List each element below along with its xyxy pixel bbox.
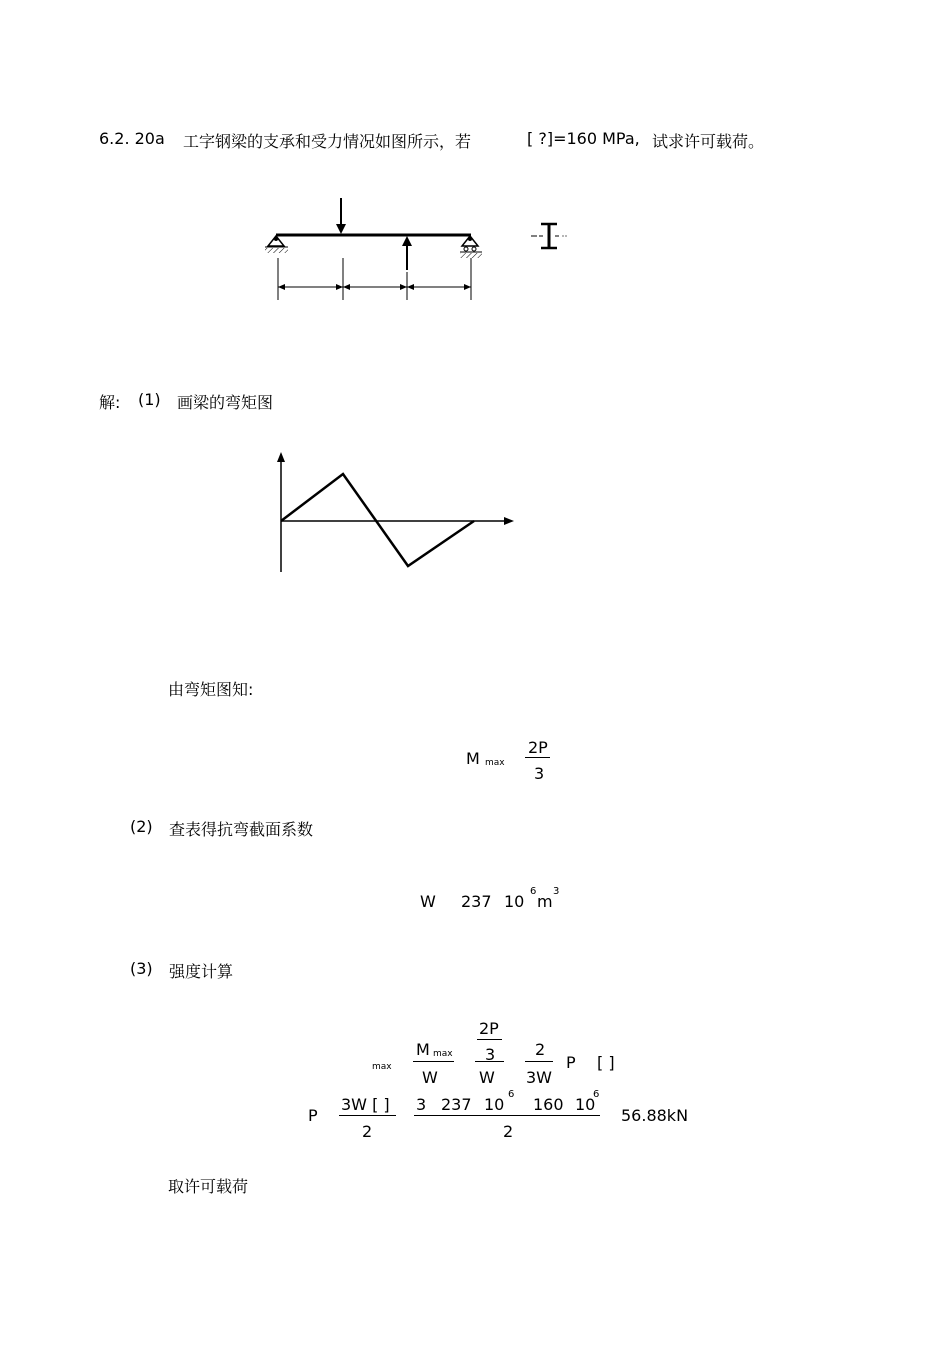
step3-title: 强度计算 [169, 962, 234, 981]
i-beam-section-icon [531, 224, 567, 248]
step1-title: 画梁的弯矩图 [177, 393, 274, 412]
left-pin-support [265, 236, 288, 253]
right-roller-support [460, 236, 482, 258]
from-diagram-text: 由弯矩图知: [168, 680, 254, 699]
conclusion-text: 取许可载荷 [168, 1177, 249, 1196]
solution-prefix: 解: [99, 393, 121, 412]
moment-diagram [277, 452, 514, 572]
step2-number: (2) [130, 817, 153, 836]
problem-ask: 试求许可载荷。 [652, 132, 765, 151]
problem-number: 6.2. 20a [99, 129, 165, 148]
downward-load-arrow [336, 198, 346, 234]
dimension-lines [278, 258, 471, 300]
step1-number: (1) [138, 390, 161, 409]
step2-title: 查表得抗弯截面系数 [169, 820, 314, 839]
upward-load-arrow [402, 236, 412, 270]
allowable-stress: [ ?]=160 MPa, [527, 129, 640, 148]
problem-statement: 工字钢梁的支承和受力情况如图所示，若 [183, 132, 472, 151]
step3-number: (3) [130, 959, 153, 978]
